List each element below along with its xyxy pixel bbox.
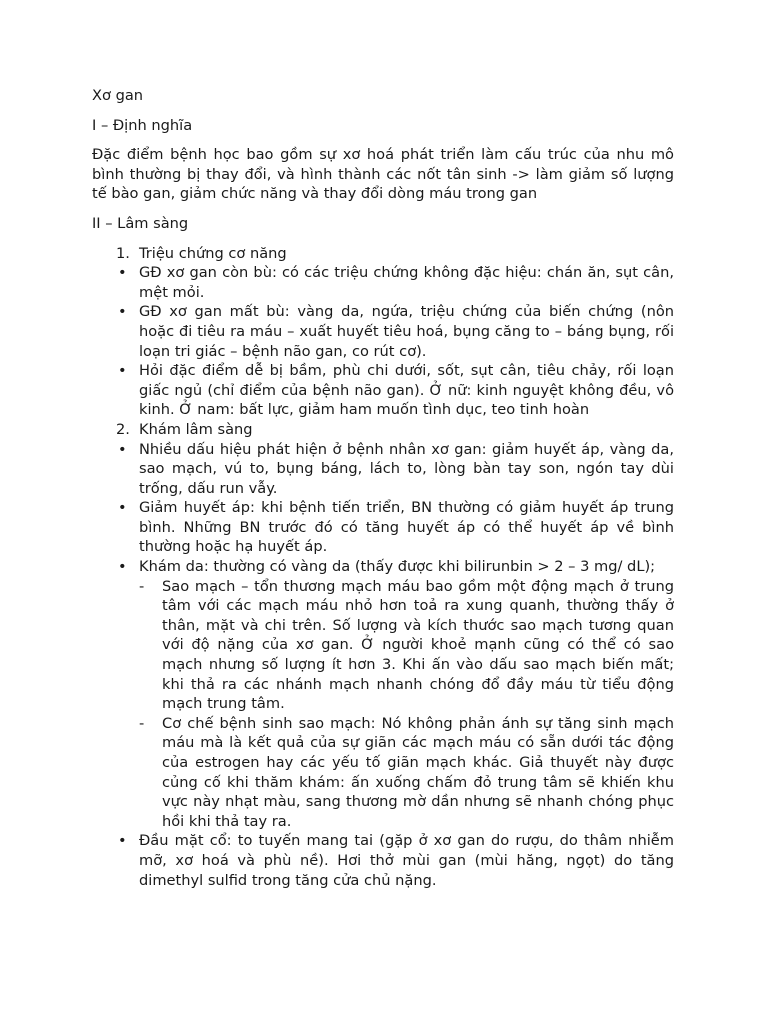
list-item-text: Đầu mặt cổ: to tuyến mang tai (gặp ở xơ gan do rượu, do thâm nhiễm mỡ, xơ hoá và phù nề). Hơi thở mùi gan (mùi hăng, ngọt) do tăng dimethyl sulfid trong tăng cửa chủ nặng. — [139, 832, 674, 889]
sub-list — [139, 577, 674, 832]
document-title: Xơ gan — [92, 87, 144, 104]
definition-paragraph: Đặc điểm bệnh học bao gồm sự xơ hoá phát triển làm cấu trúc của nhu mô bình thường bị thay đổi, và hình thành các nốt tân sinh -> làm giảm số lượng tế bào gan, giảm chức năng và thay đổi dòng máu trong gan — [92, 146, 674, 203]
bullet-marker: • — [118, 264, 127, 282]
list-item-text: GĐ xơ gan còn bù: có các triệu chứng không đặc hiệu: chán ăn, sụt cân, mệt mỏi. — [139, 264, 674, 301]
section-heading-clinical: II – Lâm sàng — [92, 214, 189, 232]
bullet-marker: • — [118, 303, 127, 321]
list-item-text: Triệu chứng cơ năng — [139, 244, 287, 262]
list-item-text: Hỏi đặc điểm dễ bị bầm, phù chi dưới, sốt, sụt cân, tiêu chảy, rối loạn giấc ngủ (chỉ điểm của bệnh não gan). Ở nữ: kinh nguyệt không đều, vô kinh. Ở nam: bất lực, giảm ham muốn tình dục, teo tinh hoàn — [139, 362, 674, 419]
sub-list-item — [139, 714, 674, 832]
list-item-text: Khám lâm sàng — [139, 420, 253, 438]
section-heading-definition: I – Định nghĩa — [92, 116, 193, 134]
bullet-list-item — [92, 498, 674, 557]
clinical-list — [92, 244, 674, 891]
list-item-text: Khám da: thường có vàng da (thấy được khi bilirunbin > 2 – 3 mg/ dL); — [139, 558, 656, 576]
dash-marker: - — [139, 714, 145, 732]
list-number: 2. — [116, 420, 130, 438]
sub-list-item-text: Cơ chế bệnh sinh sao mạch: Nó không phản ánh sự tăng sinh mạch máu mà là kết quả của sự giãn các mạch máu có sẵn dưới tác động của estrogen hay các yếu tố giãn mạch khác. Giả thuyết này được củng cố khi thăm khám: ấn xuống chấm đỏ trung tâm sẽ khiến khu vực này nhạt màu, sang thương mờ dần nhưng sẽ nhanh chóng phục hồi khi thả tay ra. — [162, 714, 674, 830]
bullet-marker: • — [118, 440, 127, 458]
bullet-list-item — [92, 831, 674, 890]
numbered-list-item — [92, 244, 674, 264]
dash-marker: - — [139, 577, 145, 595]
bullet-marker: • — [118, 832, 127, 850]
numbered-list-item — [92, 420, 674, 440]
bullet-list-item — [92, 263, 674, 302]
sub-list-item — [139, 577, 674, 714]
bullet-marker: • — [118, 558, 127, 576]
bullet-list-item — [92, 440, 674, 499]
bullet-marker: • — [118, 362, 127, 380]
sub-list-item-text: Sao mạch – tổn thương mạch máu bao gồm một động mạch ở trung tâm với các mạch máu nhỏ hơn toả ra xung quanh, thường thấy ở thân, mặt và chi trên. Số lượng và kích thước sao mạch tương quan với độ nặng của xơ gan. Ở người khoẻ mạnh cũng có thể có sao mạch nhưng số lượng ít hơn 3. Khi ấn vào dấu sao mạch biến mất; khi thả ra các nhánh mạch nhanh chóng đổ đầy máu từ tiểu động mạch trung tâm. — [162, 577, 674, 713]
bullet-marker: • — [118, 499, 127, 517]
bullet-list-item — [92, 302, 674, 361]
bullet-list-item — [92, 361, 674, 420]
document-page — [92, 86, 674, 890]
list-item-text: GĐ xơ gan mất bù: vàng da, ngứa, triệu chứng của biến chứng (nôn hoặc đi tiêu ra máu – xuất huyết tiêu hoá, bụng căng to – báng bụng, rối loạn tri giác – bệnh não gan, co rút cơ). — [139, 303, 674, 360]
list-number: 1. — [116, 244, 130, 262]
list-item-text: Nhiều dấu hiệu phát hiện ở bệnh nhân xơ gan: giảm huyết áp, vàng da, sao mạch, vú to, bụng báng, lách to, lòng bàn tay son, ngón tay dùi trống, dấu run vẫy. — [139, 440, 674, 497]
list-item-text: Giảm huyết áp: khi bệnh tiến triển, BN thường có giảm huyết áp trung bình. Những BN trước đó có tăng huyết áp có thể huyết áp về bình thường hoặc hạ huyết áp. — [139, 499, 674, 556]
bullet-list-item — [92, 557, 674, 831]
